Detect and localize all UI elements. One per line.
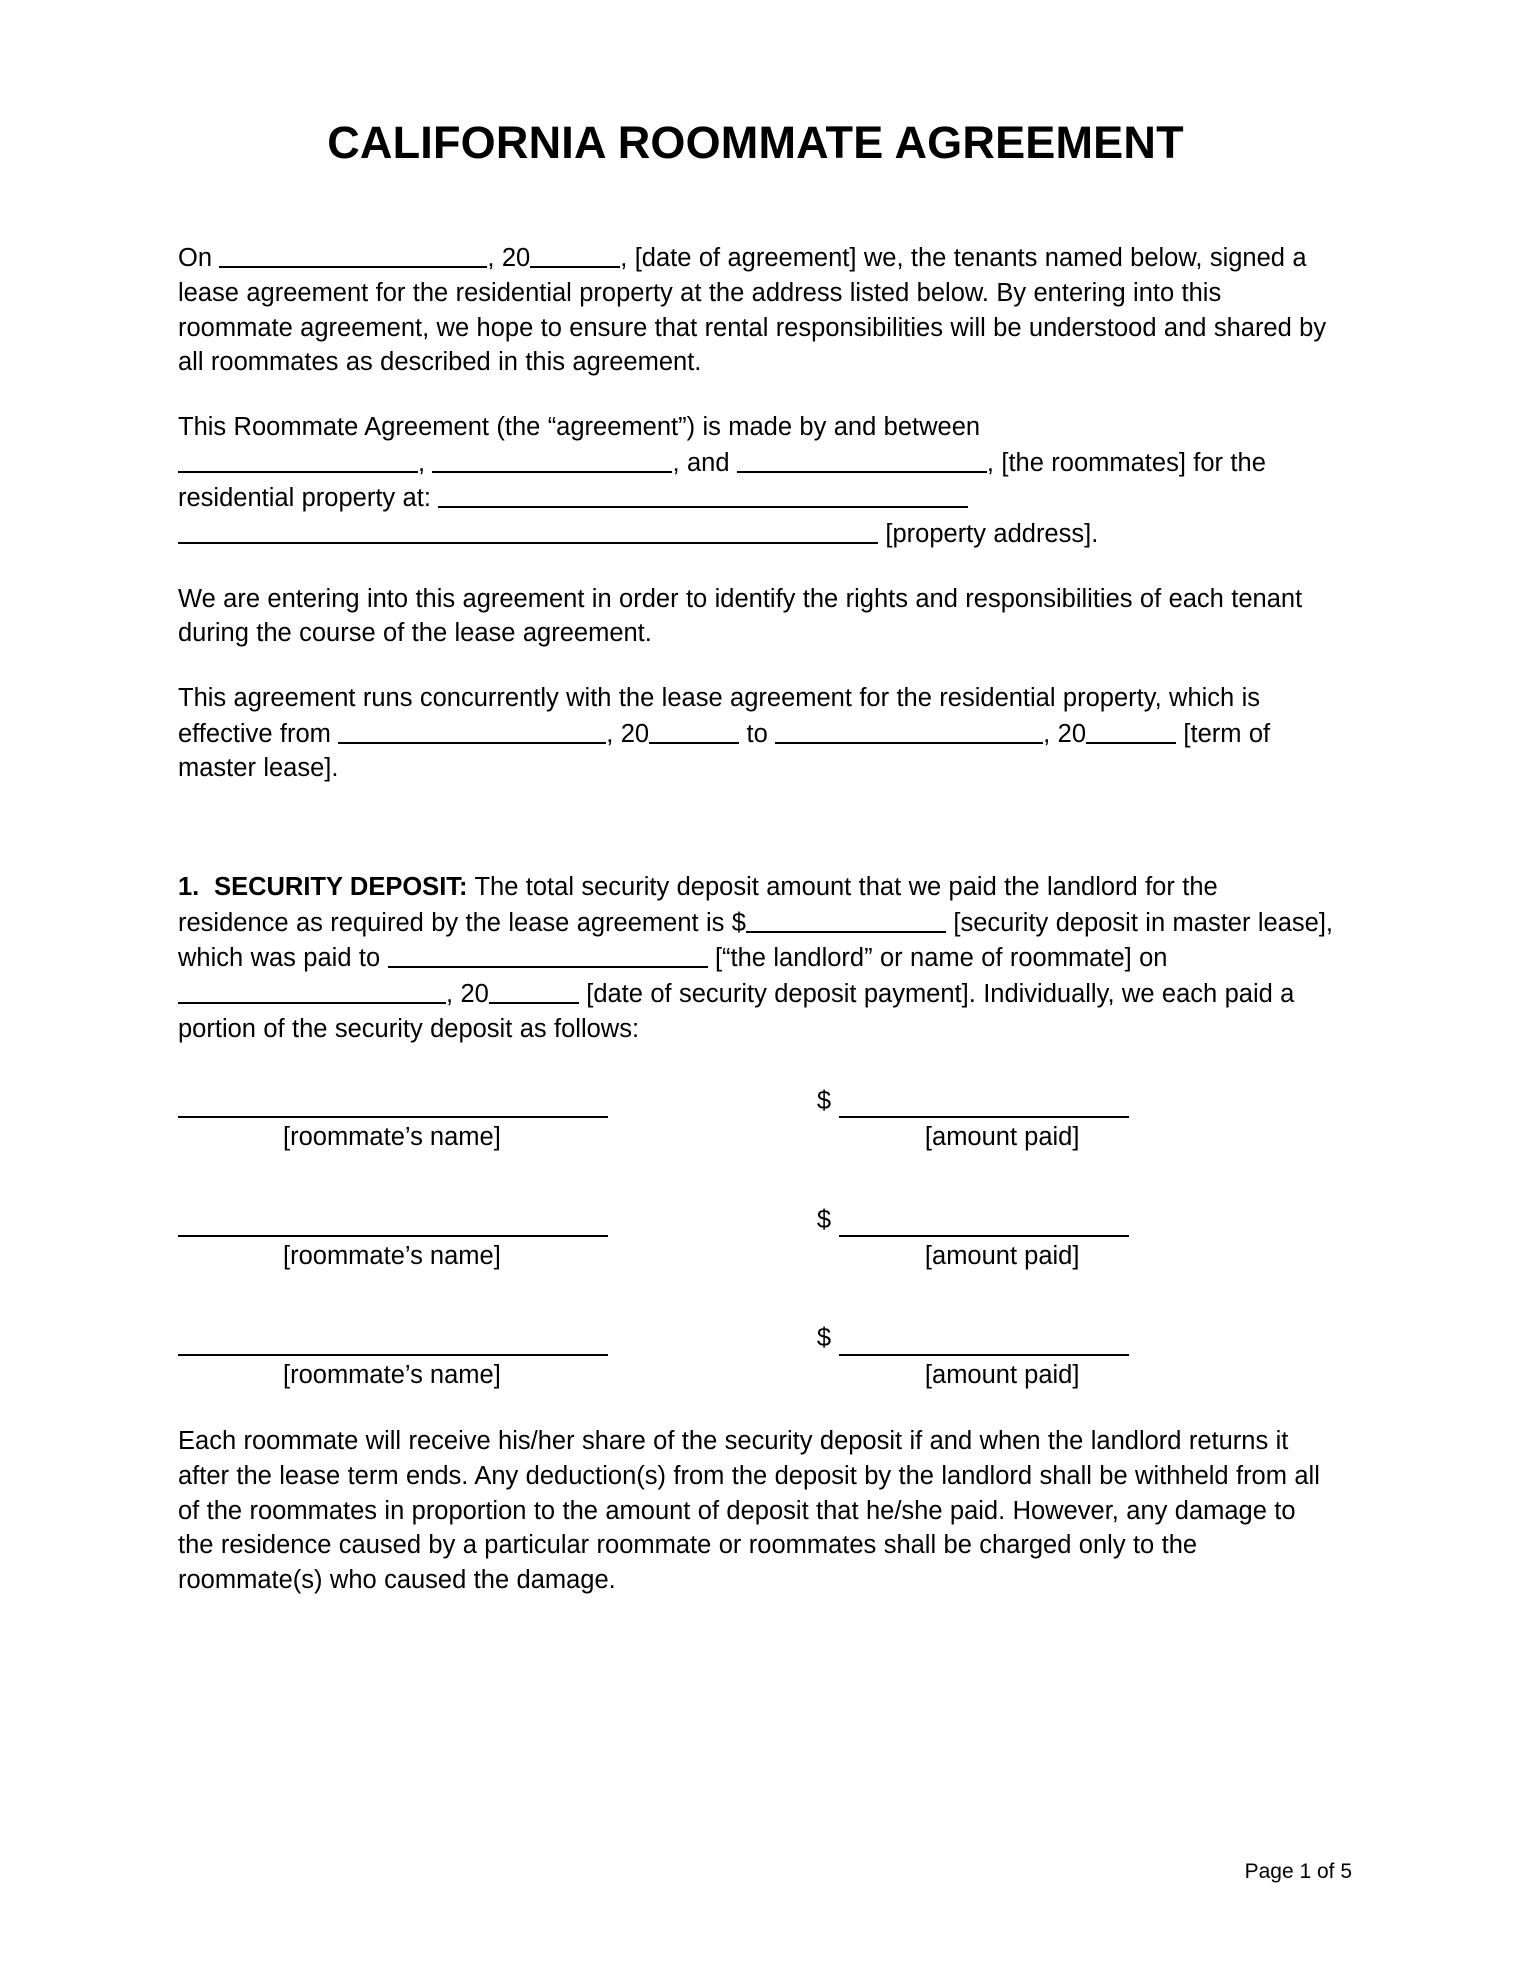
intro-text-a: On — [178, 244, 220, 273]
roommate-name-caption: [roommate’s name] — [283, 1123, 501, 1152]
intro-paragraph — [178, 240, 1333, 380]
table-row — [178, 1082, 1333, 1153]
term-tail-text: [term of master lease]. — [178, 719, 1271, 783]
section-spacer — [178, 816, 1333, 870]
security-deposit-paragraph — [178, 870, 1333, 1046]
post-table-spacer — [178, 1390, 1333, 1424]
amount-paid-cell — [817, 1201, 1333, 1272]
amount-paid-caption: [amount paid] — [924, 1123, 1080, 1152]
purpose-paragraph: We are entering into this agreement in order to identify the rights and responsibilities of each tenant during the course of the lease agreement. — [178, 584, 1303, 648]
table-row-spacer — [178, 1153, 1333, 1201]
property-address-blank-1[interactable] — [438, 480, 968, 508]
amount-paid-caption: [amount paid] — [924, 1242, 1080, 1271]
parties-bracket-roommates: , [the roommates] for the residential property at: — [178, 448, 1266, 513]
security-deposit-text-2: [security deposit in master lease], which was paid to — [178, 908, 1333, 973]
page-title: CALIFORNIA ROOMMATE AGREEMENT — [327, 117, 1184, 168]
deposit-date-blank[interactable] — [178, 976, 446, 1004]
roommate-name-cell — [178, 1320, 817, 1391]
table-row — [178, 1201, 1333, 1272]
security-deposit-text-4: , 20 — [446, 980, 489, 1009]
year-blank[interactable] — [530, 240, 620, 268]
intro-text-c: , [date of agreement] we, the tenants named below, signed a lease agreement for the residential property at the address listed below. By entering into this roommate agreement, we hope to ensure that rental responsibilities will be understood and shared by all roommates as described in this agreement. — [178, 244, 1327, 377]
roommate-2-blank[interactable] — [432, 445, 672, 473]
term-lead-text: This agreement runs concurrently with the lease agreement for the residential property, which is effective from — [178, 684, 1261, 748]
spacer-cell — [178, 1272, 817, 1320]
security-deposit-number: 1. — [178, 873, 200, 902]
page-footer: Page 1 of 5 — [1244, 1860, 1352, 1883]
lease-start-date-blank[interactable] — [338, 716, 606, 744]
parties-bracket-address: [property address]. — [878, 520, 1099, 549]
amount-paid-cell — [817, 1082, 1333, 1153]
deposit-year-blank[interactable] — [489, 976, 579, 1004]
currency-symbol: $ — [816, 1324, 832, 1353]
amount-paid-caption: [amount paid] — [924, 1360, 1080, 1389]
document-body — [178, 118, 1333, 1628]
term-mid-3: , 20 — [1043, 719, 1087, 748]
parties-lead-text: This Roommate Agreement (the “agreement”) is made by and between — [178, 413, 981, 442]
property-address-blank-2[interactable] — [178, 516, 878, 544]
parties-paragraph — [178, 410, 1333, 552]
spacer-cell — [178, 1153, 817, 1201]
deposit-amount-blank[interactable] — [746, 905, 946, 933]
roommate-name-cell — [178, 1201, 817, 1272]
roommate-name-caption: [roommate’s name] — [283, 1242, 501, 1271]
table-row-spacer — [178, 1272, 1333, 1320]
amount-paid-blank[interactable] — [839, 1201, 1129, 1237]
spacer-cell — [817, 1153, 1333, 1201]
parties-sep-1: , — [418, 448, 433, 477]
roommate-name-cell — [178, 1082, 817, 1153]
parties-sep-2: , and — [672, 448, 737, 477]
term-mid-1: , 20 — [606, 719, 650, 748]
security-deposit-text-1: The total security deposit amount that we paid the landlord for the residence as required by the lease agreement is $ — [178, 873, 1218, 937]
security-deposit-text-5: [date of security deposit payment]. Individually, we each paid a portion of the security deposit as follows: — [178, 980, 1295, 1043]
amount-paid-cell — [817, 1320, 1333, 1391]
security-deposit-text-3: [“the landlord” or name of roommate] on — [707, 944, 1168, 973]
table-row — [178, 1320, 1333, 1391]
intro-text-b: , 20 — [487, 244, 531, 273]
deposit-contributions-table — [178, 1082, 1333, 1390]
amount-paid-blank[interactable] — [839, 1320, 1129, 1356]
amount-paid-blank[interactable] — [839, 1082, 1129, 1118]
roommate-3-blank[interactable] — [737, 445, 987, 473]
roommate-name-blank[interactable] — [178, 1201, 608, 1237]
lease-start-year-blank[interactable] — [649, 716, 739, 744]
term-paragraph — [178, 681, 1333, 786]
date-blank[interactable] — [219, 240, 487, 268]
currency-symbol: $ — [816, 1205, 832, 1234]
roommate-name-blank[interactable] — [178, 1082, 608, 1118]
security-deposit-closing-paragraph: Each roommate will receive his/her share of the security deposit if and when the landlord returns it after the lease term ends. Any deduction(s) from the deposit by the landlord shall be withheld from all of the roommates in proportion to the amount of deposit that he/she paid. However, any damage to the residence caused by a particular roommate or roommates shall be charged only to the roommate(s) who caused the damage. — [178, 1427, 1320, 1594]
paid-to-blank[interactable] — [388, 940, 708, 968]
lease-end-date-blank[interactable] — [775, 716, 1043, 744]
security-deposit-heading: SECURITY DEPOSIT: — [214, 873, 468, 902]
roommate-name-blank[interactable] — [178, 1320, 608, 1356]
term-mid-2: to — [739, 719, 776, 748]
roommate-1-blank[interactable] — [178, 445, 418, 473]
currency-symbol: $ — [816, 1086, 832, 1115]
roommate-name-caption: [roommate’s name] — [283, 1360, 501, 1389]
spacer-cell — [817, 1272, 1333, 1320]
lease-end-year-blank[interactable] — [1086, 716, 1176, 744]
